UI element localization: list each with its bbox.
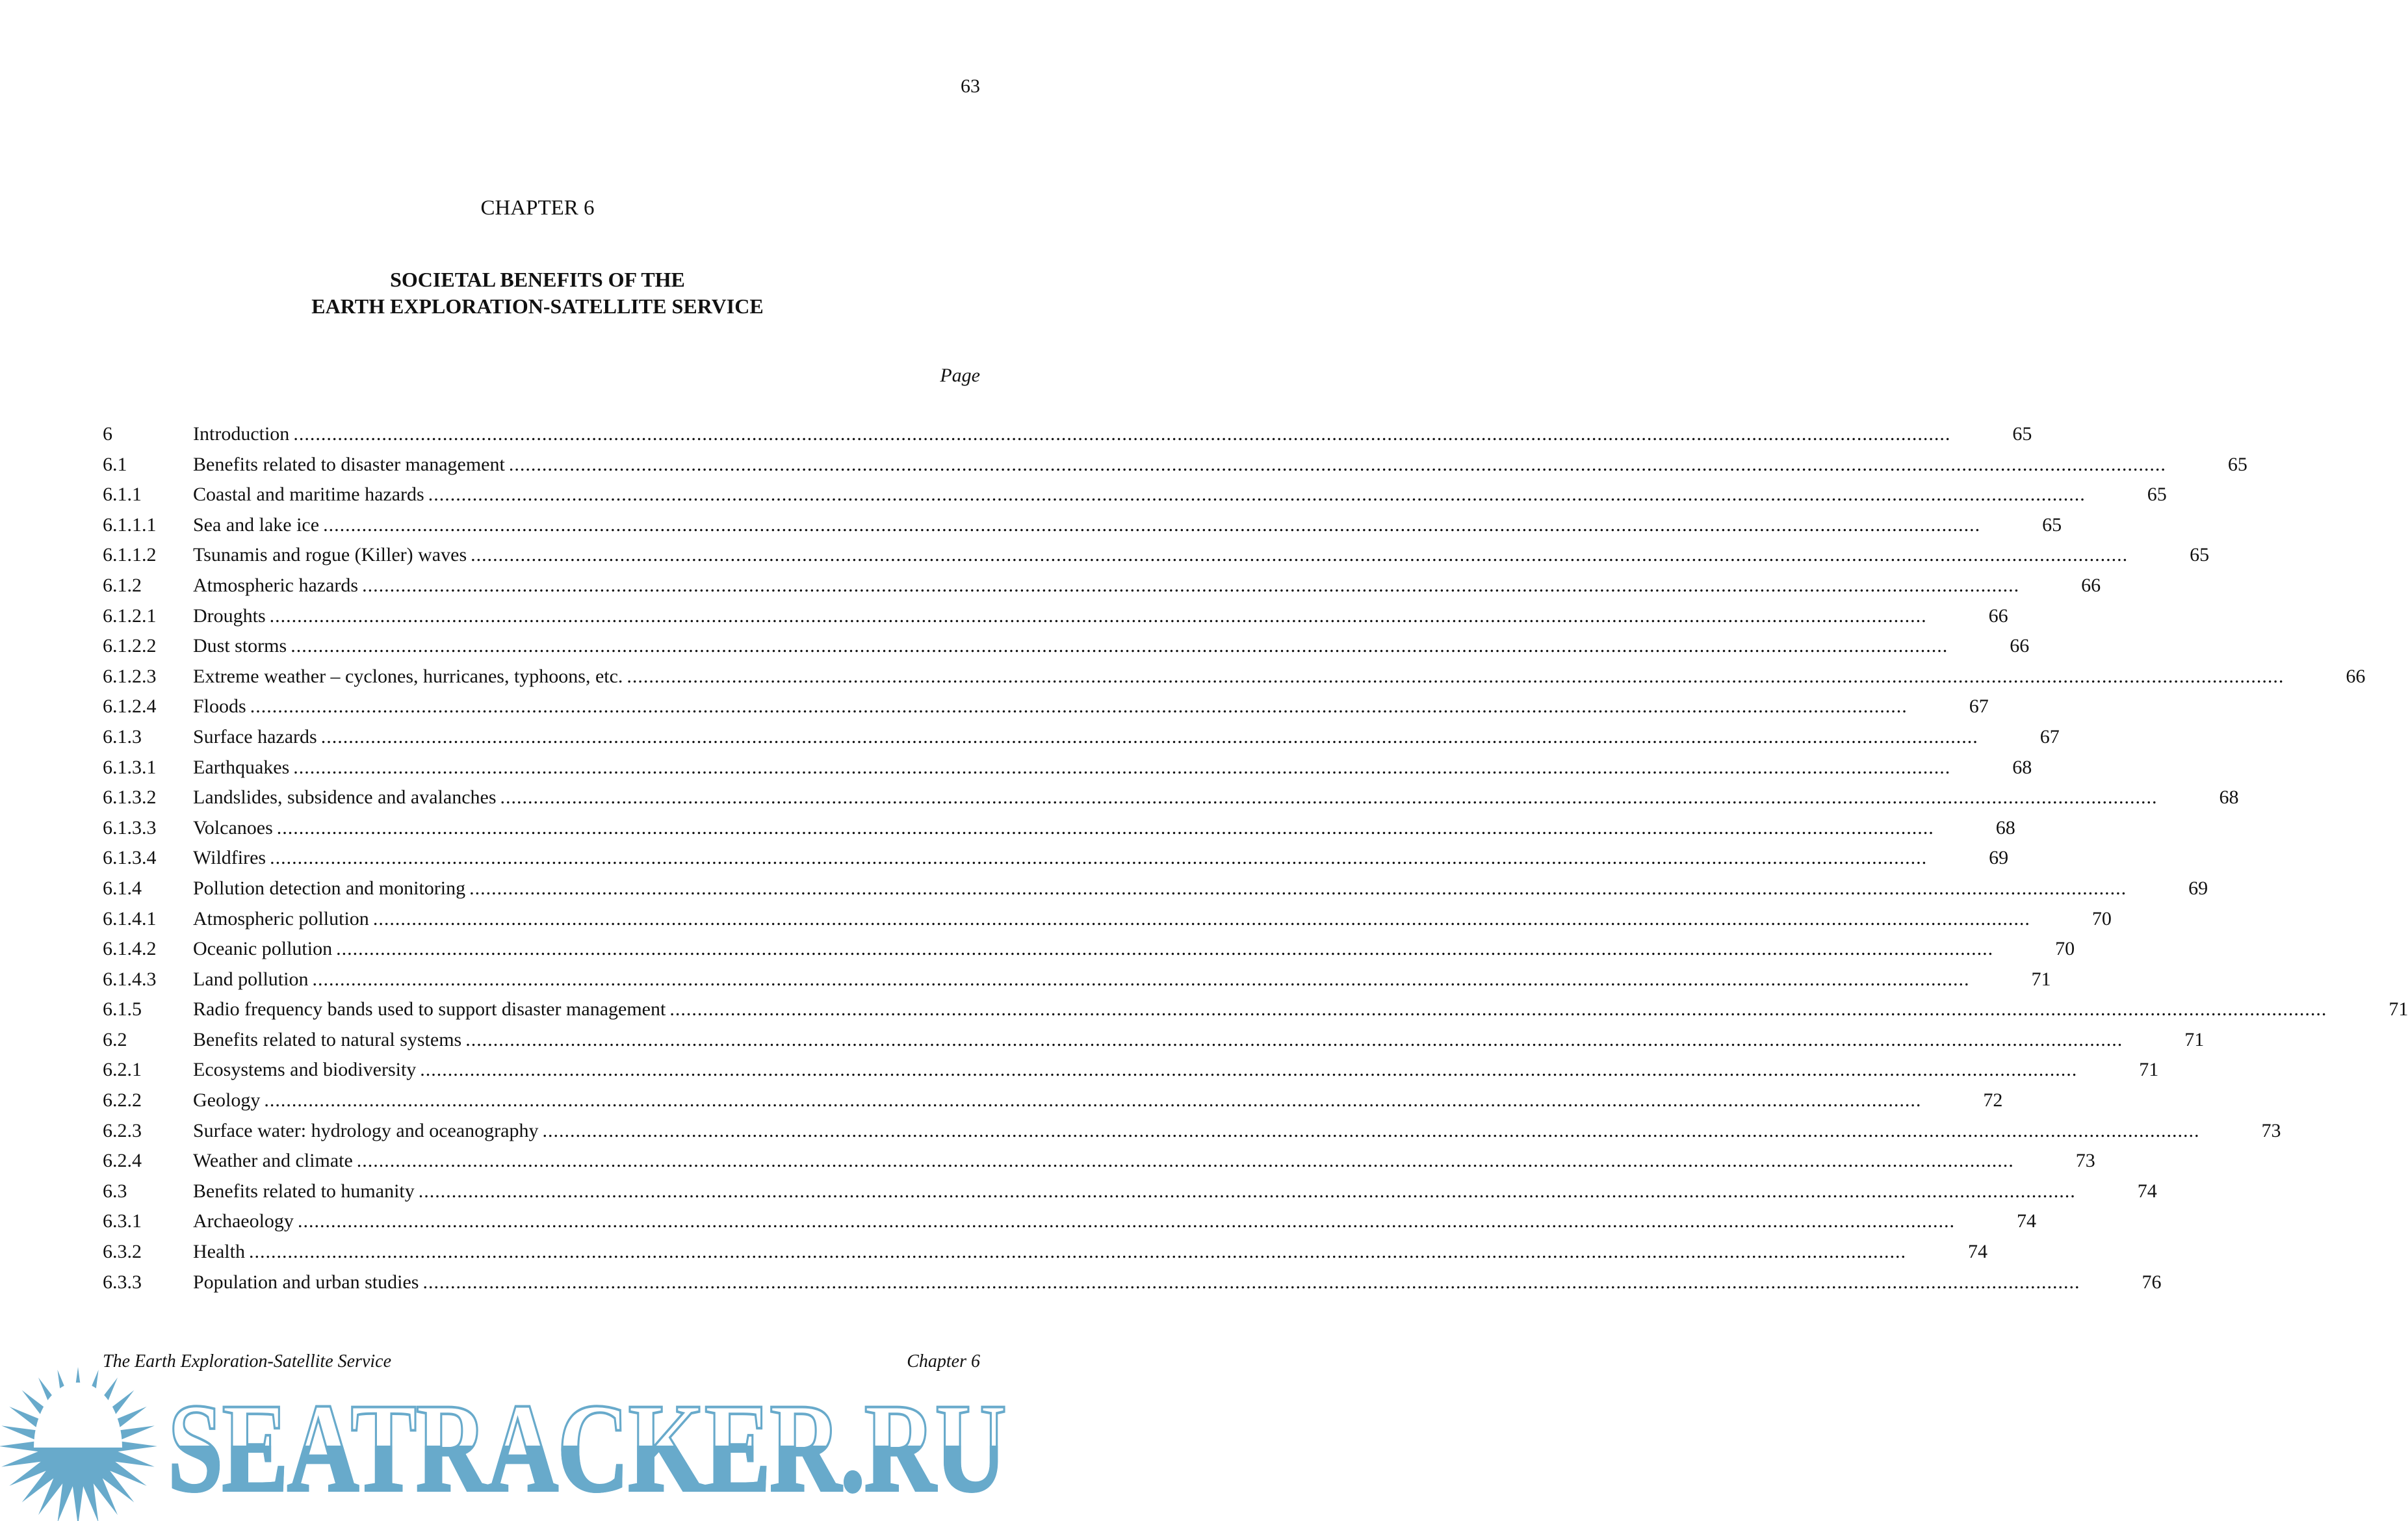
toc-entry-page: 71	[2389, 998, 2408, 1020]
toc-entry[interactable]	[103, 1239, 1987, 1269]
toc-entry-number: 6.1.4.3	[103, 968, 157, 990]
toc-entry[interactable]	[103, 421, 2032, 452]
toc-entry-title: Introduction	[193, 423, 290, 445]
toc-entry-title: Health	[193, 1241, 245, 1263]
page-number: 63	[961, 75, 980, 97]
toc-leader-dots: ............................................................................................................................................................................................................................................................................................................	[264, 1089, 1922, 1112]
toc-entry-number: 6.1.2.4	[103, 696, 157, 718]
toc-entry[interactable]	[103, 906, 2112, 937]
toc-leader-dots: ............................................................................................................................................................................................................................................................................................................	[320, 725, 1978, 748]
toc-entry[interactable]	[103, 573, 2101, 603]
toc-leader-dots: ............................................................................................................................................................................................................................................................................................................	[420, 1059, 2078, 1081]
toc-entry-title: Geology	[193, 1089, 261, 1112]
toc-entry-page: 71	[2184, 1028, 2205, 1050]
toc-entry-page: 70	[2091, 907, 2112, 930]
toc-entry-page: 68	[2012, 756, 2032, 778]
toc-entry[interactable]	[103, 482, 2167, 512]
toc-entry-number: 6.1.1.1	[103, 514, 157, 536]
toc-entry-number: 6.2.4	[103, 1150, 142, 1172]
toc-leader-dots: ............................................................................................................................................................................................................................................................................................................	[269, 604, 1927, 627]
toc-entry-number: 6.1.5	[103, 998, 142, 1020]
toc-entry-page: 68	[2219, 786, 2239, 809]
toc-entry[interactable]	[103, 785, 2239, 815]
toc-entry-page: 67	[1969, 696, 1989, 718]
toc-entry-title: Archaeology	[193, 1210, 294, 1232]
toc-entry-title: Atmospheric pollution	[193, 907, 369, 930]
table-of-contents	[103, 421, 2408, 1299]
chapter-label: CHAPTER 6	[480, 196, 595, 220]
toc-entry-page: 76	[2142, 1271, 2162, 1293]
toc-entry-page: 66	[1988, 604, 2008, 627]
toc-leader-dots: ............................................................................................................................................................................................................................................................................................................	[372, 907, 2030, 930]
toc-entry-page: 67	[2039, 725, 2060, 748]
toc-entry-title: Radio frequency bands used to support disaster management	[193, 998, 666, 1020]
toc-leader-dots: ............................................................................................................................................................................................................................................................................................................	[291, 635, 1948, 657]
toc-entry-number: 6.3.2	[103, 1241, 142, 1263]
toc-entry[interactable]	[103, 1148, 2095, 1178]
toc-leader-dots: ............................................................................................................................................................................................................................................................................................................	[293, 423, 1951, 445]
sun-logo-icon	[0, 1358, 162, 1521]
toc-entry-page: 72	[1983, 1089, 2003, 1112]
toc-entry[interactable]	[103, 452, 2247, 482]
toc-leader-dots: ............................................................................................................................................................................................................................................................................................................	[312, 968, 1970, 990]
toc-entry-title: Population and urban studies	[193, 1271, 419, 1293]
toc-entry-number: 6.1.4.1	[103, 907, 157, 930]
toc-leader-dots: ............................................................................................................................................................................................................................................................................................................	[469, 877, 2127, 899]
toc-entry-number: 6.3.3	[103, 1271, 142, 1293]
toc-entry-number: 6.1.3.1	[103, 756, 157, 778]
toc-leader-dots: ............................................................................................................................................................................................................................................................................................................	[669, 998, 2327, 1020]
toc-leader-dots: ............................................................................................................................................................................................................................................................................................................	[276, 816, 1934, 838]
toc-entry-title: Pollution detection and monitoring	[193, 877, 466, 899]
toc-entry[interactable]	[103, 876, 2208, 906]
toc-leader-dots: ............................................................................................................................................................................................................................................................................................................	[428, 484, 2086, 506]
toc-leader-dots: ............................................................................................................................................................................................................................................................................................................	[356, 1150, 2014, 1172]
toc-entry[interactable]	[103, 1208, 2036, 1239]
toc-entry[interactable]	[103, 1087, 2003, 1118]
toc-entry[interactable]	[103, 1057, 2159, 1087]
toc-entry[interactable]	[103, 845, 2009, 876]
toc-leader-dots: ............................................................................................................................................................................................................................................................................................................	[627, 665, 2285, 687]
toc-leader-dots: ............................................................................................................................................................................................................................................................................................................	[542, 1119, 2200, 1141]
toc-entry-title: Benefits related to natural systems	[193, 1028, 462, 1050]
toc-entry-number: 6.1.2	[103, 574, 142, 596]
toc-entry[interactable]	[103, 967, 2051, 997]
toc-entry-page: 71	[2031, 968, 2051, 990]
toc-entry-page: 69	[2188, 877, 2208, 899]
toc-leader-dots: ............................................................................................................................................................................................................................................................................................................	[362, 574, 2020, 596]
toc-entry[interactable]	[103, 603, 2008, 634]
toc-page-column-header: Page	[940, 365, 980, 386]
toc-entry[interactable]	[103, 1178, 2157, 1209]
toc-entry-title: Surface water: hydrology and oceanography	[193, 1119, 539, 1141]
toc-entry-number: 6.1.1	[103, 484, 142, 506]
toc-entry-page: 65	[2147, 484, 2167, 506]
toc-entry-number: 6.2	[103, 1028, 127, 1050]
toc-entry-title: Benefits related to humanity	[193, 1180, 415, 1202]
toc-entry-page: 71	[2139, 1059, 2159, 1081]
toc-entry[interactable]	[103, 1269, 2162, 1300]
toc-entry-title: Floods	[193, 696, 246, 718]
toc-entry[interactable]	[103, 664, 2366, 694]
toc-leader-dots: ............................................................................................................................................................................................................................................................................................................	[336, 938, 1994, 960]
toc-entry-page: 65	[2227, 453, 2247, 475]
toc-entry-number: 6.2.2	[103, 1089, 142, 1112]
toc-entry[interactable]	[103, 996, 2408, 1027]
toc-entry-title: Earthquakes	[193, 756, 290, 778]
toc-leader-dots: ............................................................................................................................................................................................................................................................................................................	[508, 453, 2166, 475]
toc-entry-title: Landslides, subsidence and avalanches	[193, 786, 497, 809]
toc-entry-page: 65	[2190, 544, 2210, 566]
toc-entry-page: 66	[2346, 665, 2366, 687]
toc-entry-title: Surface hazards	[193, 725, 317, 748]
toc-leader-dots: ............................................................................................................................................................................................................................................................................................................	[270, 847, 1928, 869]
toc-entry[interactable]	[103, 1027, 2205, 1058]
toc-entry-page: 69	[1989, 847, 2009, 869]
toc-entry-number: 6.1.1.2	[103, 544, 157, 566]
chapter-title-line-1: SOCIETAL BENEFITS OF THE	[390, 268, 685, 291]
toc-entry[interactable]	[103, 815, 2015, 846]
toc-entry-title: Ecosystems and biodiversity	[193, 1059, 417, 1081]
toc-entry-page: 65	[2012, 423, 2032, 445]
toc-leader-dots: ............................................................................................................................................................................................................................................................................................................	[418, 1180, 2076, 1202]
toc-entry-title: Extreme weather – cyclones, hurricanes, typhoons, etc.	[193, 665, 623, 687]
toc-leader-dots: ............................................................................................................................................................................................................................................................................................................	[297, 1210, 1955, 1232]
footer-chapter: Chapter 6	[907, 1351, 980, 1372]
toc-entry-page: 74	[2137, 1180, 2157, 1202]
toc-entry-title: Land pollution	[193, 968, 309, 990]
toc-leader-dots: ............................................................................................................................................................................................................................................................................................................	[250, 696, 1908, 718]
toc-entry-number: 6.1.3.2	[103, 786, 157, 809]
toc-entry-page: 73	[2261, 1119, 2281, 1141]
toc-entry-title: Dust storms	[193, 635, 287, 657]
toc-leader-dots: ............................................................................................................................................................................................................................................................................................................	[248, 1241, 1906, 1263]
toc-entry-page: 66	[2010, 635, 2030, 657]
toc-entry-page: 66	[2081, 574, 2101, 596]
toc-leader-dots: ............................................................................................................................................................................................................................................................................................................	[465, 1028, 2123, 1050]
toc-leader-dots: ............................................................................................................................................................................................................................................................................................................	[471, 544, 2129, 566]
toc-entry-page: 68	[1995, 816, 2015, 838]
toc-entry[interactable]	[103, 1118, 2281, 1149]
toc-entry[interactable]	[103, 724, 2060, 755]
toc-entry[interactable]	[103, 542, 2210, 573]
toc-entry-number: 6.1.2.2	[103, 635, 157, 657]
toc-entry-title: Weather and climate	[193, 1150, 353, 1172]
toc-entry-page: 74	[2016, 1210, 2036, 1232]
toc-entry[interactable]	[103, 755, 2032, 785]
toc-leader-dots: ............................................................................................................................................................................................................................................................................................................	[323, 514, 1981, 536]
toc-entry-number: 6.1.2.3	[103, 665, 157, 687]
toc-entry-title: Oceanic pollution	[193, 938, 333, 960]
toc-leader-dots: ............................................................................................................................................................................................................................................................................................................	[293, 756, 1951, 778]
toc-entry[interactable]	[103, 694, 1989, 724]
watermark-text: SEATRACKER.RU	[168, 1377, 1006, 1518]
toc-entry-page: 74	[1967, 1241, 1987, 1263]
toc-entry-page: 65	[2042, 514, 2062, 536]
toc-leader-dots: ............................................................................................................................................................................................................................................................................................................	[500, 786, 2158, 809]
toc-entry-title: Wildfires	[193, 847, 266, 869]
toc-leader-dots: ............................................................................................................................................................................................................................................................................................................	[422, 1271, 2080, 1293]
toc-entry-number: 6.2.1	[103, 1059, 142, 1081]
toc-entry[interactable]	[103, 633, 2030, 664]
toc-entry-number: 6.1.3.3	[103, 816, 157, 838]
toc-entry-number: 6	[103, 423, 112, 445]
toc-entry-title: Tsunamis and rogue (Killer) waves	[193, 544, 467, 566]
toc-entry-number: 6.1.4.2	[103, 938, 157, 960]
toc-entry-number: 6.1.4	[103, 877, 142, 899]
toc-entry-page: 70	[2055, 938, 2075, 960]
toc-entry-page: 73	[2075, 1150, 2095, 1172]
toc-entry-title: Coastal and maritime hazards	[193, 484, 424, 506]
toc-entry-number: 6.2.3	[103, 1119, 142, 1141]
toc-entry-title: Sea and lake ice	[193, 514, 320, 536]
toc-entry-number: 6.1	[103, 453, 127, 475]
toc-entry-number: 6.1.3.4	[103, 847, 157, 869]
toc-entry-title: Benefits related to disaster management	[193, 453, 505, 475]
chapter-title-line-2: EARTH EXPLORATION-SATELLITE SERVICE	[311, 294, 764, 318]
toc-entry-number: 6.1.3	[103, 725, 142, 748]
toc-entry-title: Volcanoes	[193, 816, 273, 838]
footer-book-title: The Earth Exploration-Satellite Service	[103, 1351, 392, 1372]
toc-entry-number: 6.3.1	[103, 1210, 142, 1232]
toc-entry-title: Droughts	[193, 604, 266, 627]
toc-entry[interactable]	[103, 936, 2075, 967]
toc-entry-number: 6.1.2.1	[103, 604, 157, 627]
toc-entry[interactable]	[103, 512, 2062, 543]
toc-entry-number: 6.3	[103, 1180, 127, 1202]
toc-entry-title: Atmospheric hazards	[193, 574, 359, 596]
